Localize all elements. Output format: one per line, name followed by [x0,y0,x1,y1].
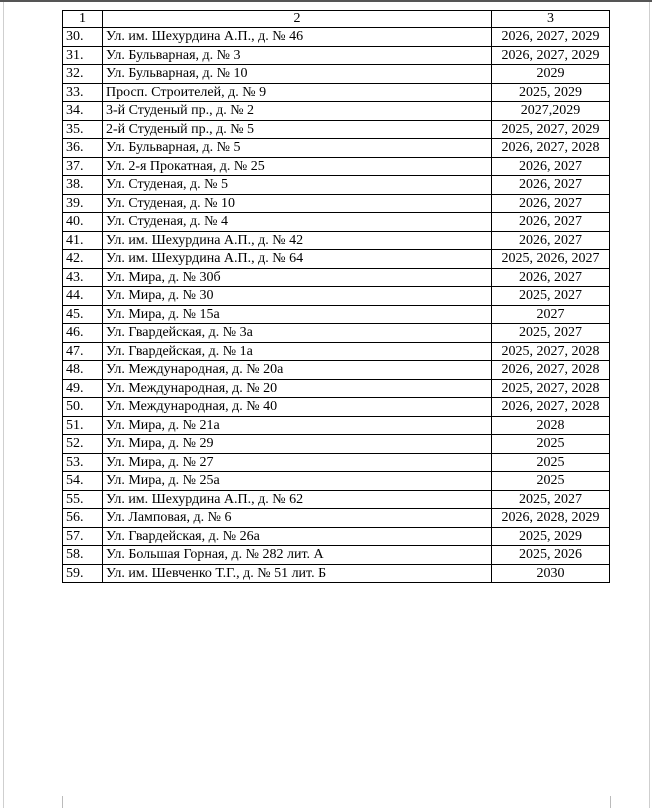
row-address: Ул. Бульварная, д. № 3 [103,46,492,65]
table-row [63,305,610,324]
table-row [63,490,610,509]
row-address: Ул. Гвардейская, д. № 3а [103,324,492,343]
header-col-3: 3 [492,11,610,28]
row-years: 2025, 2027 [492,490,610,509]
table-row [63,83,610,102]
row-address: Ул. им. Шехурдина А.П., д. № 64 [103,250,492,269]
table-row [63,472,610,491]
row-address: Ул. Студеная, д. № 10 [103,194,492,213]
row-years: 2025, 2026 [492,546,610,565]
row-years: 2026, 2027 [492,268,610,287]
row-years: 2025, 2029 [492,527,610,546]
row-address: Ул. Мира, д. № 30 [103,287,492,306]
row-number: 48. [63,361,103,380]
row-number: 36. [63,139,103,158]
row-number: 37. [63,157,103,176]
row-address: Ул. Студеная, д. № 4 [103,213,492,232]
row-years: 2025, 2027 [492,324,610,343]
row-address: Ул. Мира, д. № 27 [103,453,492,472]
header-col-2: 2 [103,11,492,28]
row-number: 34. [63,102,103,121]
table-row [63,324,610,343]
row-number: 47. [63,342,103,361]
table-row [63,453,610,472]
table-row [63,268,610,287]
row-years: 2026, 2027, 2028 [492,361,610,380]
row-number: 56. [63,509,103,528]
table-row [63,435,610,454]
row-address: Ул. Ламповая, д. № 6 [103,509,492,528]
row-address: Ул. Гвардейская, д. № 26а [103,527,492,546]
table-body [63,28,610,583]
document-top-border [0,0,652,2]
page-right-edge [649,2,650,808]
row-number: 43. [63,268,103,287]
row-years: 2027,2029 [492,102,610,121]
table-row [63,231,610,250]
row-number: 59. [63,564,103,583]
row-years: 2027 [492,305,610,324]
row-years: 2026, 2027, 2029 [492,46,610,65]
row-number: 57. [63,527,103,546]
row-years: 2025 [492,453,610,472]
row-number: 58. [63,546,103,565]
row-years: 2025 [492,472,610,491]
table-row [63,509,610,528]
row-years: 2026, 2027, 2028 [492,139,610,158]
row-address: Ул. им. Шехурдина А.П., д. № 62 [103,490,492,509]
row-number: 39. [63,194,103,213]
row-number: 40. [63,213,103,232]
row-address: Ул. Студеная, д. № 5 [103,176,492,195]
row-number: 52. [63,435,103,454]
row-years: 2025, 2027, 2028 [492,342,610,361]
row-address: Ул. Мира, д. № 29 [103,435,492,454]
row-number: 30. [63,28,103,47]
row-address: Ул. им. Шехурдина А.П., д. № 46 [103,28,492,47]
table-row [63,157,610,176]
row-address: Ул. Мира, д. № 15а [103,305,492,324]
table-row [63,102,610,121]
row-address: Ул. Мира, д. № 30б [103,268,492,287]
table-row [63,416,610,435]
page-left-edge [3,2,4,808]
row-number: 50. [63,398,103,417]
header-col-1: 1 [63,11,103,28]
row-address: Ул. Мира, д. № 25а [103,472,492,491]
row-address: 3-й Студеный пр., д. № 2 [103,102,492,121]
header-row [63,11,610,28]
table-row [63,213,610,232]
row-years: 2026, 2028, 2029 [492,509,610,528]
row-address: Ул. им. Шехурдина А.П., д. № 42 [103,231,492,250]
table-row [63,546,610,565]
row-years: 2026, 2027, 2029 [492,28,610,47]
row-years: 2026, 2027 [492,213,610,232]
row-number: 33. [63,83,103,102]
row-years: 2026, 2027 [492,157,610,176]
row-number: 31. [63,46,103,65]
row-address: Ул. Бульварная, д. № 5 [103,139,492,158]
row-years: 2025, 2026, 2027 [492,250,610,269]
table-row [63,250,610,269]
row-address: Ул. Международная, д. № 20а [103,361,492,380]
table-row [63,120,610,139]
row-number: 41. [63,231,103,250]
row-years: 2026, 2027 [492,231,610,250]
row-address: Ул. Большая Горная, д. № 282 лит. А [103,546,492,565]
row-number: 38. [63,176,103,195]
row-years: 2025 [492,435,610,454]
row-number: 35. [63,120,103,139]
table-row [63,527,610,546]
row-number: 53. [63,453,103,472]
row-years: 2026, 2027 [492,194,610,213]
row-number: 42. [63,250,103,269]
row-number: 45. [63,305,103,324]
table-header [63,11,610,28]
row-address: Ул. Бульварная, д. № 10 [103,65,492,84]
row-years: 2029 [492,65,610,84]
row-years: 2030 [492,564,610,583]
table-row [63,287,610,306]
row-years: 2025, 2027 [492,287,610,306]
row-number: 55. [63,490,103,509]
row-number: 49. [63,379,103,398]
row-years: 2025, 2029 [492,83,610,102]
row-years: 2025, 2027, 2029 [492,120,610,139]
row-address: Ул. 2-я Прокатная, д. № 25 [103,157,492,176]
row-years: 2026, 2027 [492,176,610,195]
table-row [63,46,610,65]
row-number: 44. [63,287,103,306]
row-number: 51. [63,416,103,435]
row-years: 2028 [492,416,610,435]
table-row [63,176,610,195]
row-address: Ул. Международная, д. № 20 [103,379,492,398]
table-row [63,564,610,583]
row-address: Ул. Гвардейская, д. № 1а [103,342,492,361]
table-row [63,342,610,361]
table-row [63,361,610,380]
row-number: 46. [63,324,103,343]
table-row [63,28,610,47]
row-address: Ул. им. Шевченко Т.Г., д. № 51 лит. Б [103,564,492,583]
table-row [63,194,610,213]
next-row-fragment [62,796,611,808]
table-row [63,65,610,84]
address-years-table [62,10,610,583]
table-row [63,139,610,158]
row-address: 2-й Студеный пр., д. № 5 [103,120,492,139]
row-years: 2026, 2027, 2028 [492,398,610,417]
table-row [63,398,610,417]
row-number: 54. [63,472,103,491]
table-row [63,379,610,398]
row-address: Ул. Международная, д. № 40 [103,398,492,417]
row-years: 2025, 2027, 2028 [492,379,610,398]
row-address: Просп. Строителей, д. № 9 [103,83,492,102]
row-number: 32. [63,65,103,84]
row-address: Ул. Мира, д. № 21а [103,416,492,435]
